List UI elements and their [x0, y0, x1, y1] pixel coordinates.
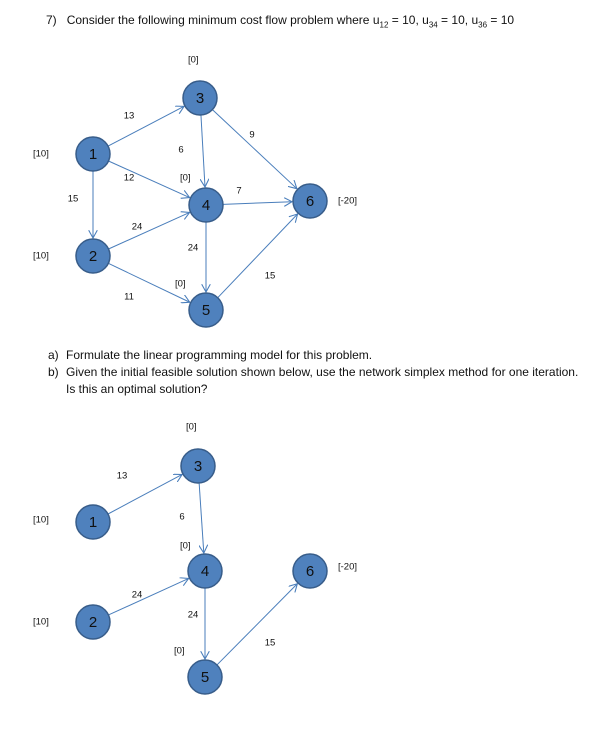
- node-label-2: 2: [88, 613, 98, 631]
- part-a-text: Formulate the linear programming model for this problem.: [66, 348, 373, 362]
- problem-statement: 7) Consider the following minimum cost flow problem where $u_{12} = 10$, $u_{34} = 10$, $u_{36} = 10$: [46, 13, 515, 30]
- node-label-4: 4: [201, 196, 211, 214]
- edge-cost-4-5: 24: [187, 242, 199, 254]
- part-b-letter: b): [48, 365, 59, 379]
- edge-5-6: [217, 584, 297, 665]
- node-label-3: 3: [195, 89, 205, 107]
- node-label-1: 1: [88, 513, 98, 531]
- node-supply-2: [10]: [33, 616, 49, 628]
- node-supply-5: [0]: [175, 278, 186, 290]
- capacity-u36: $u_{36} = 10$: [471, 13, 515, 30]
- node-supply-3: [0]: [188, 54, 199, 66]
- node-label-3: 3: [193, 457, 203, 475]
- edge-cost-1-3: 13: [116, 470, 128, 482]
- node-supply-1: [10]: [33, 148, 49, 160]
- edge-3-4: [201, 115, 205, 187]
- edge-3-6: [212, 110, 296, 189]
- node-supply-6: [-20]: [338, 195, 358, 207]
- edge-1-3: [108, 106, 184, 146]
- part-a: [48, 347, 588, 364]
- node-label-6: 6: [305, 562, 315, 580]
- edge-2-4: [108, 212, 189, 249]
- edge-cost-1-2: 15: [67, 193, 79, 205]
- node-label-2: 2: [88, 247, 98, 265]
- node-supply-4: [0]: [180, 540, 191, 552]
- edge-cost-5-6: 15: [264, 637, 276, 649]
- edge-cost-3-4: 6: [179, 511, 185, 523]
- edge-cost-4-5: 24: [187, 609, 199, 621]
- node-label-4: 4: [200, 562, 210, 580]
- node-label-5: 5: [201, 301, 211, 319]
- node-supply-3: [0]: [186, 421, 197, 433]
- edge-cost-1-3: 13: [123, 110, 135, 122]
- node-supply-5: [0]: [174, 645, 185, 657]
- node-label-5: 5: [200, 668, 210, 686]
- edge-cost-3-6: 9: [249, 129, 255, 141]
- node-label-6: 6: [305, 192, 315, 210]
- node-supply-4: [0]: [180, 172, 191, 184]
- network-diagram-initial-solution: [0, 400, 593, 729]
- problem-number: 7): [46, 13, 57, 27]
- edge-cost-2-4: 24: [131, 589, 143, 601]
- edge-cost-1-4: 12: [123, 172, 135, 184]
- edge-4-6: [223, 202, 292, 205]
- problem-text: Consider the following minimum cost flow problem where: [66, 13, 373, 27]
- edge-1-4: [108, 161, 189, 198]
- part-b-text: Given the initial feasible solution shown below, use the network simplex method for one iteration. Is this an optimal solution?: [66, 365, 579, 396]
- edge-3-4: [199, 483, 204, 553]
- part-b: [48, 364, 588, 398]
- edge-cost-2-5: 11: [124, 291, 134, 303]
- question-parts: [48, 347, 588, 398]
- capacity-u12: $u_{12} = 10$: [372, 13, 416, 30]
- node-supply-6: [-20]: [338, 561, 358, 573]
- edge-cost-3-4: 6: [178, 144, 184, 156]
- edge-cost-4-6: 7: [236, 185, 242, 197]
- edge-cost-2-4: 24: [131, 221, 143, 233]
- edge-2-4: [108, 578, 188, 614]
- network-diagram-full: [0, 0, 593, 340]
- capacity-u34: $u_{34} = 10$: [422, 13, 465, 30]
- edge-cost-5-6: 15: [264, 270, 276, 282]
- node-supply-2: [10]: [33, 250, 49, 262]
- edge-5-6: [218, 214, 298, 298]
- part-a-letter: a): [48, 348, 59, 362]
- node-label-1: 1: [88, 145, 98, 163]
- node-supply-1: [10]: [33, 514, 49, 526]
